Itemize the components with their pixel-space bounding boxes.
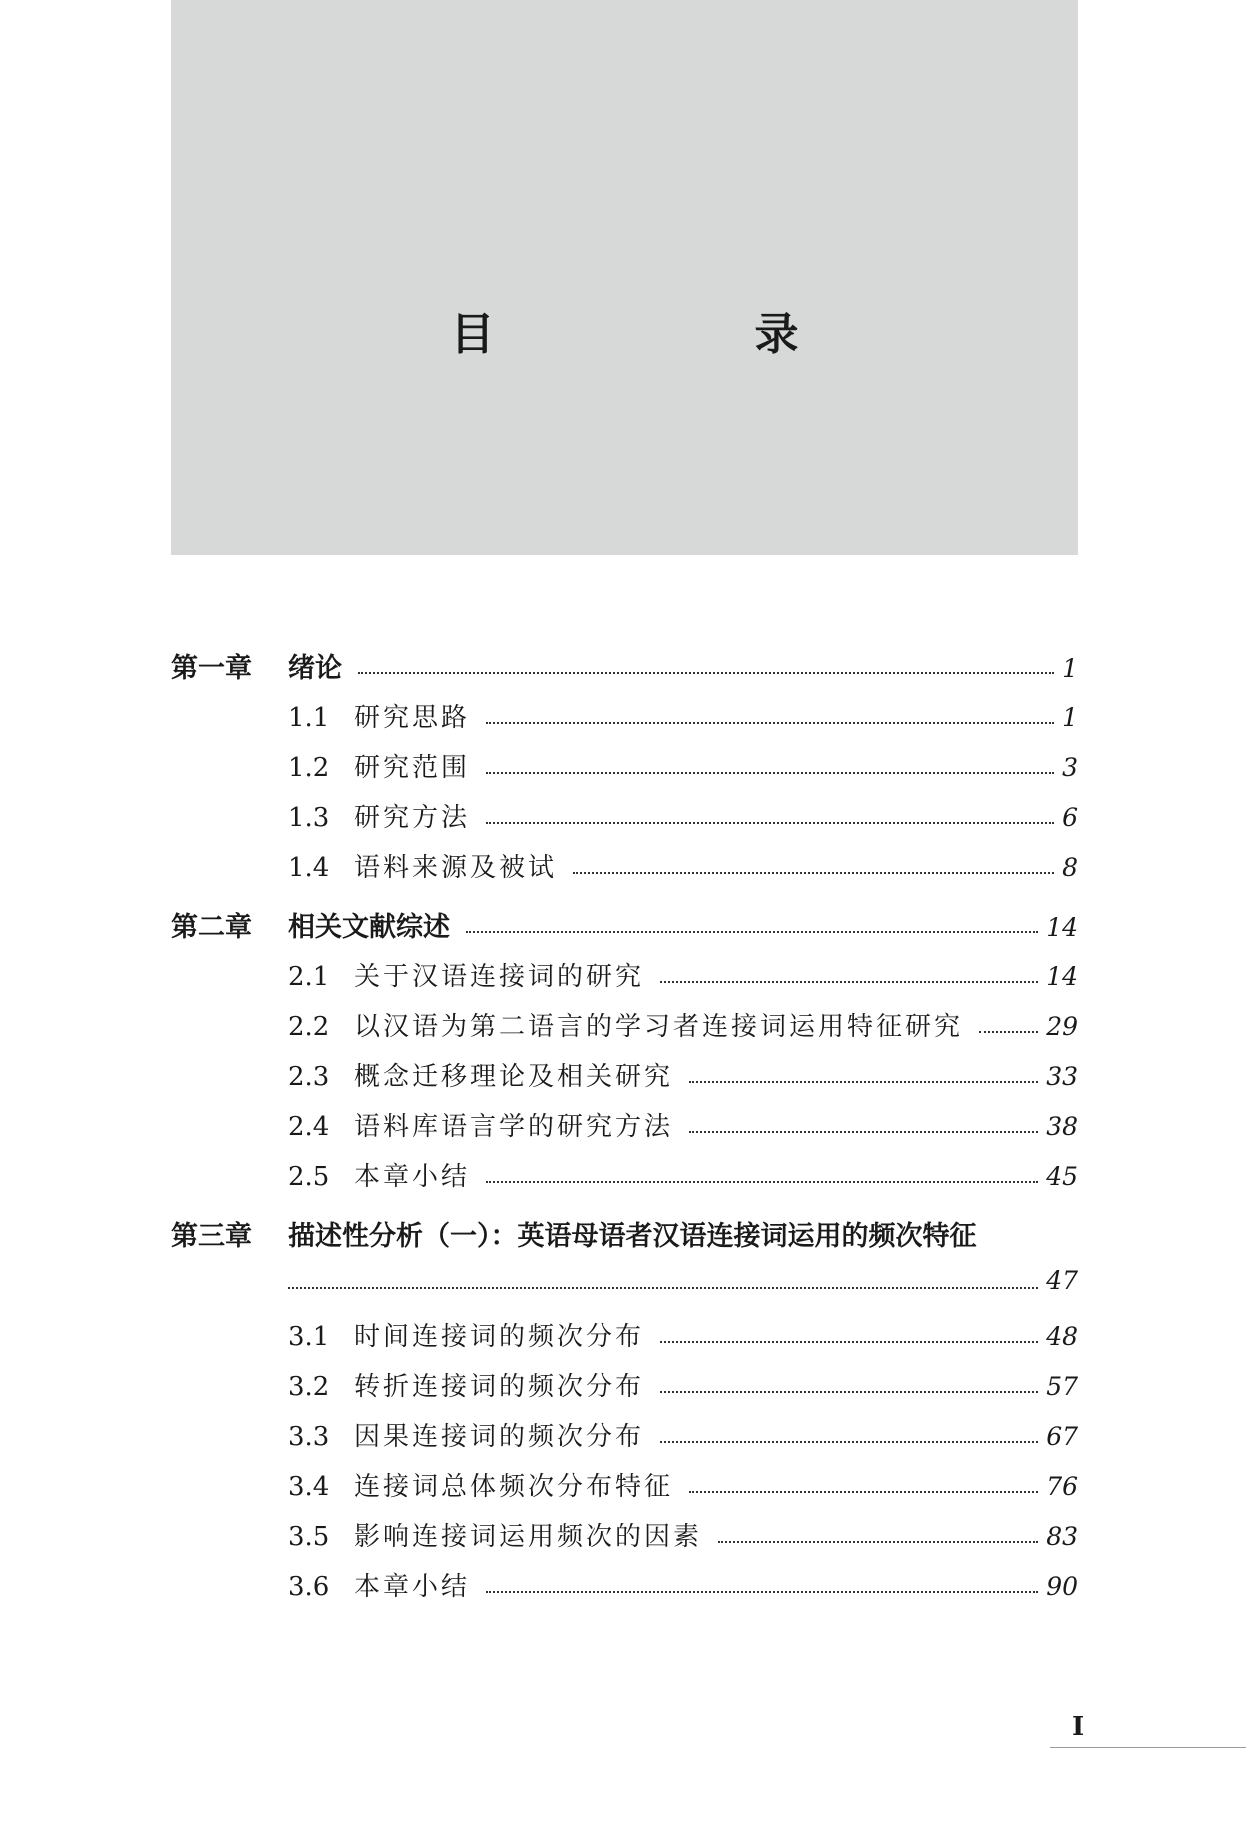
section-number: 2.5: [288, 1162, 330, 1192]
toc-section-1-3[interactable]: [288, 797, 1078, 834]
section-number: 3.6: [288, 1572, 330, 1602]
toc-section-1-2[interactable]: [288, 747, 1078, 784]
page-number: 8: [1062, 853, 1078, 882]
section-title: 本章小结: [354, 1162, 471, 1192]
section-title: 研究思路: [354, 703, 471, 733]
toc-section-2-2[interactable]: [288, 1006, 1078, 1043]
section-number: 1.1: [288, 703, 330, 733]
page-number: 67: [1046, 1422, 1078, 1451]
toc-section-2-5[interactable]: [288, 1156, 1078, 1193]
section-title: 研究范围: [354, 753, 471, 783]
page-number: 6: [1062, 803, 1078, 832]
section-title: 以汉语为第二语言的学习者连接词运用特征研究: [354, 1012, 964, 1042]
toc-section-3-6[interactable]: [288, 1566, 1078, 1603]
toc-section-2-1[interactable]: [288, 956, 1078, 993]
dot-leader: [660, 1341, 1038, 1343]
section-number: 2.3: [288, 1062, 330, 1092]
toc-section-3-2[interactable]: [288, 1366, 1078, 1403]
dot-leader: [689, 1081, 1038, 1083]
page-number: 14: [1046, 913, 1078, 942]
section-title: 因果连接词的频次分布: [354, 1422, 645, 1452]
page-number: 57: [1046, 1372, 1078, 1401]
dot-leader: [573, 872, 1054, 874]
dot-leader: [660, 1441, 1038, 1443]
dot-leader: [660, 1391, 1038, 1393]
chapter-title: 描述性分析（一）：英语母语者汉语连接词运用的频次特征: [288, 1221, 977, 1252]
dot-leader: [288, 1287, 1038, 1289]
dot-leader: [689, 1131, 1038, 1133]
toc-section-3-5[interactable]: [288, 1516, 1078, 1553]
dot-leader: [486, 772, 1054, 774]
page-folio: I: [1072, 1712, 1085, 1742]
toc-chapter-1[interactable]: [171, 646, 1078, 685]
section-title: 语料库语言学的研究方法: [354, 1112, 674, 1142]
dot-leader: [486, 722, 1054, 724]
toc-chapter-3[interactable]: [171, 1214, 1078, 1253]
section-title: 影响连接词运用频次的因素: [354, 1522, 703, 1552]
page-number: 33: [1046, 1062, 1078, 1091]
section-title: 连接词总体频次分布特征: [354, 1472, 674, 1502]
section-title: 本章小结: [354, 1572, 471, 1602]
dot-leader: [486, 822, 1054, 824]
dot-leader: [660, 981, 1038, 983]
section-number: 1.4: [288, 853, 330, 883]
page-number: 1: [1062, 654, 1078, 683]
page-number: 45: [1046, 1162, 1078, 1191]
dot-leader: [979, 1031, 1038, 1033]
dot-leader: [718, 1541, 1038, 1543]
section-number: 2.4: [288, 1112, 330, 1142]
toc-section-1-1[interactable]: [288, 697, 1078, 734]
section-title: 研究方法: [354, 803, 471, 833]
toc-section-3-1[interactable]: [288, 1316, 1078, 1353]
page-title: 目 录: [450, 309, 907, 360]
toc-section-3-3[interactable]: [288, 1416, 1078, 1453]
folio-rule: [1050, 1747, 1246, 1748]
dot-leader: [466, 931, 1038, 933]
section-title: 时间连接词的频次分布: [354, 1322, 645, 1352]
page-number: 47: [1046, 1266, 1078, 1295]
toc-section-2-4[interactable]: [288, 1106, 1078, 1143]
toc-chapter-2[interactable]: [171, 905, 1078, 944]
dot-leader: [486, 1181, 1038, 1183]
page-number: 1: [1062, 703, 1078, 732]
page-number: 48: [1046, 1322, 1078, 1351]
dot-leader: [689, 1491, 1038, 1493]
section-title: 语料来源及被试: [354, 853, 558, 883]
section-number: 1.2: [288, 753, 330, 783]
section-number: 3.1: [288, 1322, 330, 1352]
page-number: 38: [1046, 1112, 1078, 1141]
section-number: 3.5: [288, 1522, 330, 1552]
chapter-number: 第一章: [171, 653, 252, 684]
section-number: 2.1: [288, 962, 330, 992]
section-number: 3.4: [288, 1472, 330, 1502]
dot-leader: [358, 672, 1054, 674]
page-number: 83: [1046, 1522, 1078, 1551]
section-title: 转折连接词的频次分布: [354, 1372, 645, 1402]
section-number: 2.2: [288, 1012, 330, 1042]
dot-leader: [486, 1591, 1038, 1593]
toc-section-2-3[interactable]: [288, 1056, 1078, 1093]
section-title: 概念迁移理论及相关研究: [354, 1062, 674, 1092]
toc-section-3-4[interactable]: [288, 1466, 1078, 1503]
section-number: 3.3: [288, 1422, 330, 1452]
chapter-number: 第二章: [171, 912, 252, 943]
section-number: 1.3: [288, 803, 330, 833]
section-title: 关于汉语连接词的研究: [354, 962, 645, 992]
page-number: 14: [1046, 962, 1078, 991]
chapter-title: 绪论: [288, 653, 342, 684]
toc-section-1-4[interactable]: [288, 847, 1078, 884]
page-number: 76: [1046, 1472, 1078, 1501]
page-number: 29: [1046, 1012, 1078, 1041]
section-number: 3.2: [288, 1372, 330, 1402]
chapter-number: 第三章: [171, 1221, 252, 1252]
page-number: 90: [1046, 1572, 1078, 1601]
chapter-title: 相关文献综述: [288, 912, 450, 943]
page-number: 3: [1062, 753, 1078, 782]
toc-chapter-3-leader-line[interactable]: [288, 1266, 1078, 1295]
